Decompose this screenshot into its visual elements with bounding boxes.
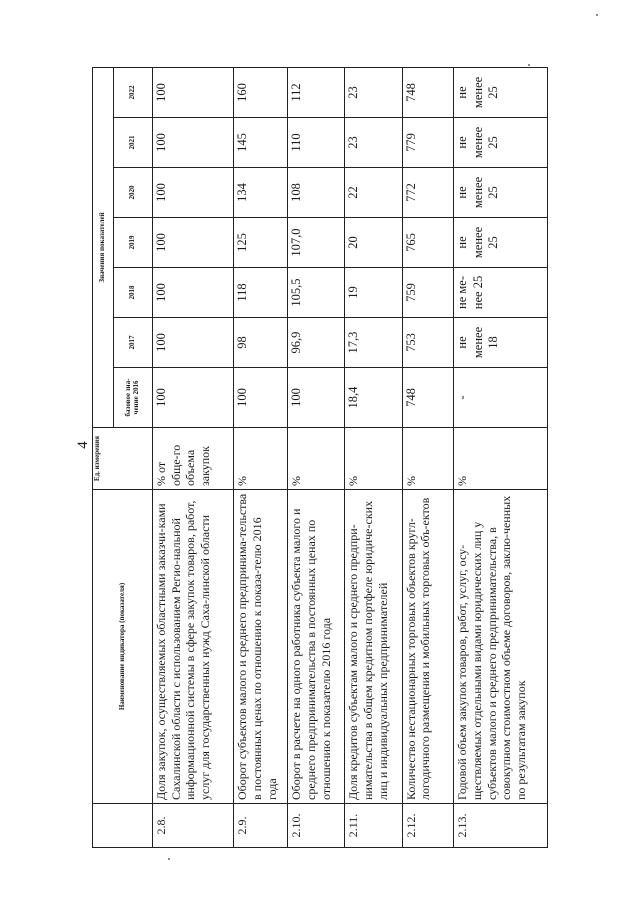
value-2020: 108 <box>288 168 345 218</box>
unit-header: Ед. измерения <box>93 428 153 490</box>
value-2021: 100 <box>153 118 234 168</box>
value-2022: 112 <box>288 67 345 117</box>
unit-cell: % <box>345 428 402 490</box>
value-2021: 110 <box>288 118 345 168</box>
value-2017: 753 <box>402 318 454 368</box>
indicator-name: Доля закупок, осуществляемых областными заказчи-ками Сахалинской области с использованием Регио-нальной информационной системы в сфере закупок товаров, работ, услуг для государственных нужд Саха-линской области <box>153 490 234 804</box>
value-2022: 748 <box>402 67 454 117</box>
value-2020: 22 <box>345 168 402 218</box>
scan-speck <box>528 64 530 66</box>
value-2021: 145 <box>234 118 288 168</box>
indicator-name: Годовой объем закупок товаров, работ, услуг, осу-ществляемых отдельными видами юридических лиц у субъектов малого и среднего предпринимательства, в совокупном стоимостном объеме договоров, заклю-ченных по результатам закупок <box>454 490 548 804</box>
table-row <box>454 67 548 847</box>
value-2022: 100 <box>153 67 234 117</box>
table-row <box>153 67 234 847</box>
indicator-name: Количество нестационарных торговых объектов кругл-логодичного размещения и мобильных торговых объ-ектов <box>402 490 454 804</box>
value-2018: 19 <box>345 268 402 318</box>
row-number: 2.12. <box>402 804 454 848</box>
year-header: 2022 <box>113 67 152 117</box>
value-2020: 134 <box>234 168 288 218</box>
value-2021: 779 <box>402 118 454 168</box>
unit-cell: % <box>288 428 345 490</box>
value-2019: 20 <box>345 218 402 268</box>
unit-cell: % <box>234 428 288 490</box>
base-value: - <box>454 368 548 428</box>
indicator-name: Оборот субъектов малого и среднего предпринима-тельства в постоянных ценах по отношению к показа-телю 2016 года <box>234 490 288 804</box>
row-number: 2.10. <box>288 804 345 848</box>
value-2017: 96,9 <box>288 318 345 368</box>
value-2020: 100 <box>153 168 234 218</box>
indicator-name: Доля кредитов субъектам малого и среднего предпри-нимательства в общем кредитном портфеле юридиче-ских лиц и индивидуальных предпринимателей <box>345 490 402 804</box>
year-header: 2017 <box>113 318 152 368</box>
indicator-table <box>92 67 548 848</box>
table-row <box>345 67 402 847</box>
unit-cell: % <box>402 428 454 490</box>
value-2019: не менее 25 <box>454 218 548 268</box>
row-number: 2.8. <box>153 804 234 848</box>
base-value: 18,4 <box>345 368 402 428</box>
num-header <box>93 804 153 848</box>
value-2019: 107,0 <box>288 218 345 268</box>
value-2019: 100 <box>153 218 234 268</box>
value-2017: 100 <box>153 318 234 368</box>
table-row <box>234 67 288 847</box>
value-2020: не менее 25 <box>454 168 548 218</box>
value-2017: не менее 18 <box>454 318 548 368</box>
value-2022: 23 <box>345 67 402 117</box>
value-2017: 98 <box>234 318 288 368</box>
value-2018: 105,5 <box>288 268 345 318</box>
year-header: 2018 <box>113 268 152 318</box>
year-header: 2021 <box>113 118 152 168</box>
value-2021: 23 <box>345 118 402 168</box>
year-header: 2019 <box>113 218 152 268</box>
value-2019: 765 <box>402 218 454 268</box>
table-row <box>288 67 345 847</box>
value-2021: не менее 25 <box>454 118 548 168</box>
row-number: 2.13. <box>454 804 548 848</box>
base-value: 748 <box>402 368 454 428</box>
row-number: 2.9. <box>234 804 288 848</box>
scan-speck <box>596 14 598 16</box>
values-group-header: Значения показателей <box>93 67 114 427</box>
row-number: 2.11. <box>345 804 402 848</box>
value-2018: не ме-нее 25 <box>454 268 548 318</box>
value-2020: 772 <box>402 168 454 218</box>
year-header: 2020 <box>113 168 152 218</box>
base-header: базовое зна-чение 2016 <box>113 368 152 428</box>
value-2018: 100 <box>153 268 234 318</box>
indicator-header: Наименование индикатора (показателя) <box>93 490 153 804</box>
value-2019: 125 <box>234 218 288 268</box>
unit-cell: % от обще-го объема закупок <box>153 428 234 490</box>
table-row <box>402 67 454 847</box>
value-2018: 759 <box>402 268 454 318</box>
unit-cell: % <box>454 428 548 490</box>
value-2022: 160 <box>234 67 288 117</box>
value-2018: 118 <box>234 268 288 318</box>
base-value: 100 <box>234 368 288 428</box>
header-row-1 <box>93 67 114 847</box>
rotated-table-wrapper <box>92 68 548 848</box>
value-2022: не менее 25 <box>454 67 548 117</box>
scan-speck <box>168 858 170 860</box>
base-value: 100 <box>153 368 234 428</box>
base-value: 100 <box>288 368 345 428</box>
indicator-name: Оборот в расчете на одного работника субъекта малого и среднего предпринимательства в постоянных ценах по отношению к показателю 2016 года <box>288 490 345 804</box>
value-2017: 17,3 <box>345 318 402 368</box>
page-number: 4 <box>74 441 91 449</box>
